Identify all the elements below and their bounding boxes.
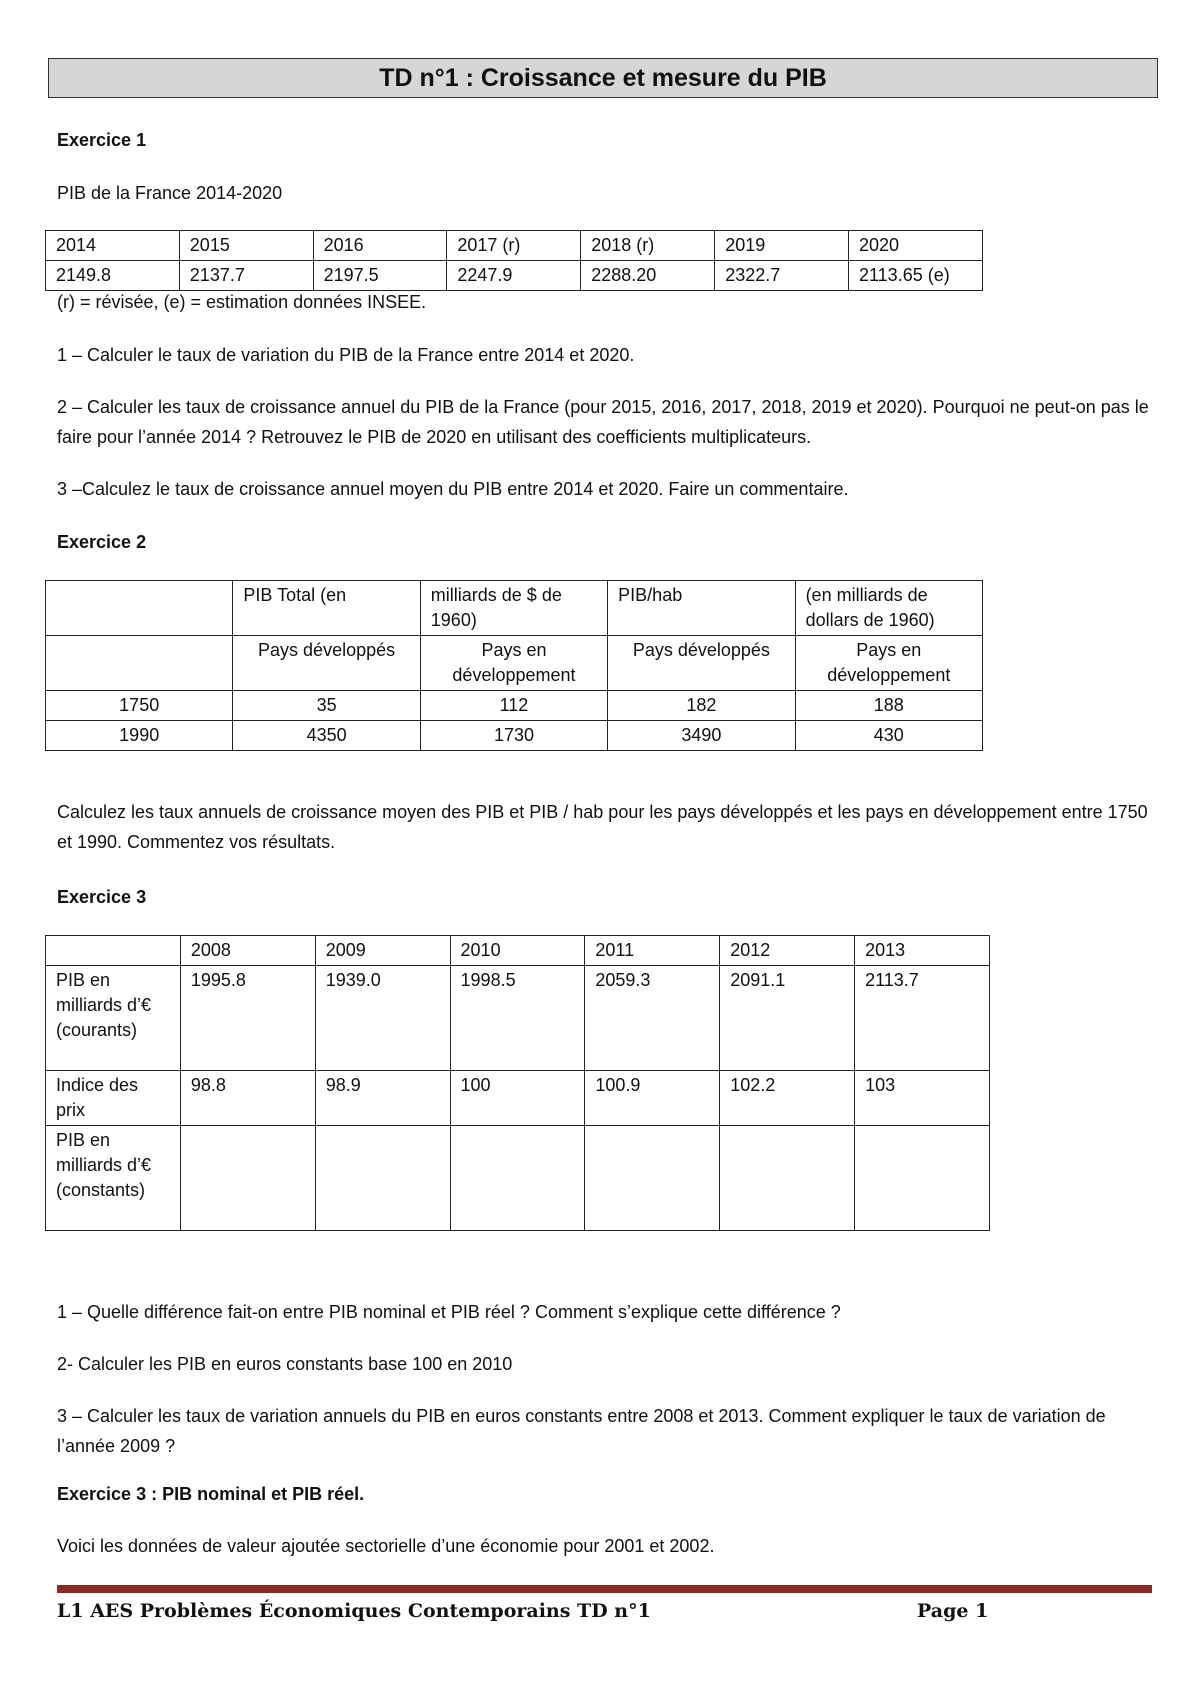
- value-cell: 2322.7: [715, 261, 849, 291]
- question-1: 1 – Calculer le taux de variation du PIB de la France entre 2014 et 2020.: [57, 345, 635, 365]
- value-cell: 2197.5: [313, 261, 447, 291]
- header-cell: 2010: [450, 936, 585, 966]
- year-cell: 2015: [179, 231, 313, 261]
- question-2: 2 – Calculer les taux de croissance annuel du PIB de la France (pour 2015, 2016, 2017, 2018, 2019 et 2020). Pourquoi ne peut-on pas le faire pour l’année 2014 ? Retrouvez le PIB de 2020 en utilisant des coefficients multiplicateurs.: [57, 397, 1149, 447]
- value-cell: 103: [855, 1071, 990, 1126]
- value-cell: 98.8: [180, 1071, 315, 1126]
- value-cell: [180, 1126, 315, 1231]
- value-cell: 1995.8: [180, 966, 315, 1071]
- exercise-3-heading: Exercice 3: [57, 887, 147, 907]
- value-cell: 102.2: [720, 1071, 855, 1126]
- value-cell: 1939.0: [315, 966, 450, 1071]
- table-row: [46, 1126, 990, 1231]
- gdp-france-table: [45, 230, 983, 291]
- table-row: [46, 231, 983, 261]
- footer-divider: [57, 1585, 1152, 1593]
- exercise-1-subtitle: PIB de la France 2014-2020: [57, 183, 283, 203]
- value-cell: 1998.5: [450, 966, 585, 1071]
- value-cell: 112: [420, 691, 607, 721]
- year-cell: 2019: [715, 231, 849, 261]
- value-cell: 2137.7: [179, 261, 313, 291]
- header-cell: [46, 936, 181, 966]
- question-3: 3 –Calculez le taux de croissance annuel moyen du PIB entre 2014 et 2020. Faire un commentaire.: [57, 479, 849, 499]
- header-cell: PIB Total (en: [233, 581, 420, 636]
- header-cell: 2008: [180, 936, 315, 966]
- header-cell: 2013: [855, 936, 990, 966]
- year-cell: 2014: [46, 231, 180, 261]
- header-cell: (en milliards de dollars de 1960): [795, 581, 982, 636]
- question-1: 1 – Quelle différence fait-on entre PIB nominal et PIB réel ? Comment s’explique cette différence ?: [57, 1302, 841, 1322]
- value-cell: 100.9: [585, 1071, 720, 1126]
- value-cell: 1730: [420, 721, 607, 751]
- question-2: 2- Calculer les PIB en euros constants base 100 en 2010: [57, 1354, 513, 1374]
- year-cell: 2018 (r): [581, 231, 715, 261]
- footer-course-title: L1 AES Problèmes Économiques Contemporains TD n°1: [57, 1600, 651, 1622]
- exercise-3-subheading: Exercice 3 : PIB nominal et PIB réel.: [57, 1484, 365, 1504]
- year-cell: 2016: [313, 231, 447, 261]
- value-cell: 2288.20: [581, 261, 715, 291]
- value-cell: [720, 1126, 855, 1231]
- table-row: [46, 261, 983, 291]
- value-cell: [450, 1126, 585, 1231]
- value-cell: 2091.1: [720, 966, 855, 1071]
- exercise-2-text: Calculez les taux annuels de croissance moyen des PIB et PIB / hab pour les pays développés et les pays en développement entre 1750 et 1990. Commentez vos résultats.: [57, 802, 1148, 852]
- exercise-2-heading: Exercice 2: [57, 532, 147, 552]
- year-cell: 1750: [46, 691, 233, 721]
- exercise-3-intro: Voici les données de valeur ajoutée sectorielle d’une économie pour 2001 et 2002.: [57, 1536, 715, 1556]
- page-title: TD n°1 : Croissance et mesure du PIB: [48, 58, 1158, 98]
- value-cell: 2149.8: [46, 261, 180, 291]
- table-row: [46, 721, 983, 751]
- value-cell: 4350: [233, 721, 420, 751]
- year-cell: 2017 (r): [447, 231, 581, 261]
- value-cell: 100: [450, 1071, 585, 1126]
- year-cell: 1990: [46, 721, 233, 751]
- table-note: (r) = révisée, (e) = estimation données INSEE.: [57, 292, 427, 312]
- row-label-cell: Indice des prix: [46, 1071, 181, 1126]
- value-cell: 2247.9: [447, 261, 581, 291]
- table-row: [46, 636, 983, 691]
- table-row: [46, 966, 990, 1071]
- value-cell: 188: [795, 691, 982, 721]
- value-cell: [585, 1126, 720, 1231]
- row-label-cell: PIB en milliards d’€ (courants): [46, 966, 181, 1071]
- table-row: [46, 691, 983, 721]
- value-cell: 2113.65 (e): [848, 261, 982, 291]
- header-cell: 2012: [720, 936, 855, 966]
- page-number: Page 1: [917, 1600, 989, 1622]
- gdp-price-index-table: [45, 935, 990, 1231]
- header-cell: [46, 581, 233, 636]
- table-row: [46, 581, 983, 636]
- year-cell: 2020: [848, 231, 982, 261]
- question-3: 3 – Calculer les taux de variation annuels du PIB en euros constants entre 2008 et 2013. Comment expliquer le taux de variation de l’année 2009 ?: [57, 1406, 1106, 1456]
- header-cell: Pays développés: [608, 636, 795, 691]
- value-cell: 98.9: [315, 1071, 450, 1126]
- row-label-cell: PIB en milliards d’€ (constants): [46, 1126, 181, 1231]
- value-cell: [855, 1126, 990, 1231]
- header-cell: [46, 636, 233, 691]
- header-cell: Pays en développement: [420, 636, 607, 691]
- exercise-1-heading: Exercice 1: [57, 130, 147, 150]
- value-cell: 2059.3: [585, 966, 720, 1071]
- value-cell: 182: [608, 691, 795, 721]
- gdp-development-table: [45, 580, 983, 751]
- header-cell: PIB/hab: [608, 581, 795, 636]
- header-cell: Pays développés: [233, 636, 420, 691]
- header-cell: 2009: [315, 936, 450, 966]
- value-cell: [315, 1126, 450, 1231]
- header-cell: Pays en développement: [795, 636, 982, 691]
- header-cell: 2011: [585, 936, 720, 966]
- value-cell: 3490: [608, 721, 795, 751]
- table-row: [46, 1071, 990, 1126]
- value-cell: 35: [233, 691, 420, 721]
- value-cell: 430: [795, 721, 982, 751]
- header-cell: milliards de $ de 1960): [420, 581, 607, 636]
- value-cell: 2113.7: [855, 966, 990, 1071]
- table-row: [46, 936, 990, 966]
